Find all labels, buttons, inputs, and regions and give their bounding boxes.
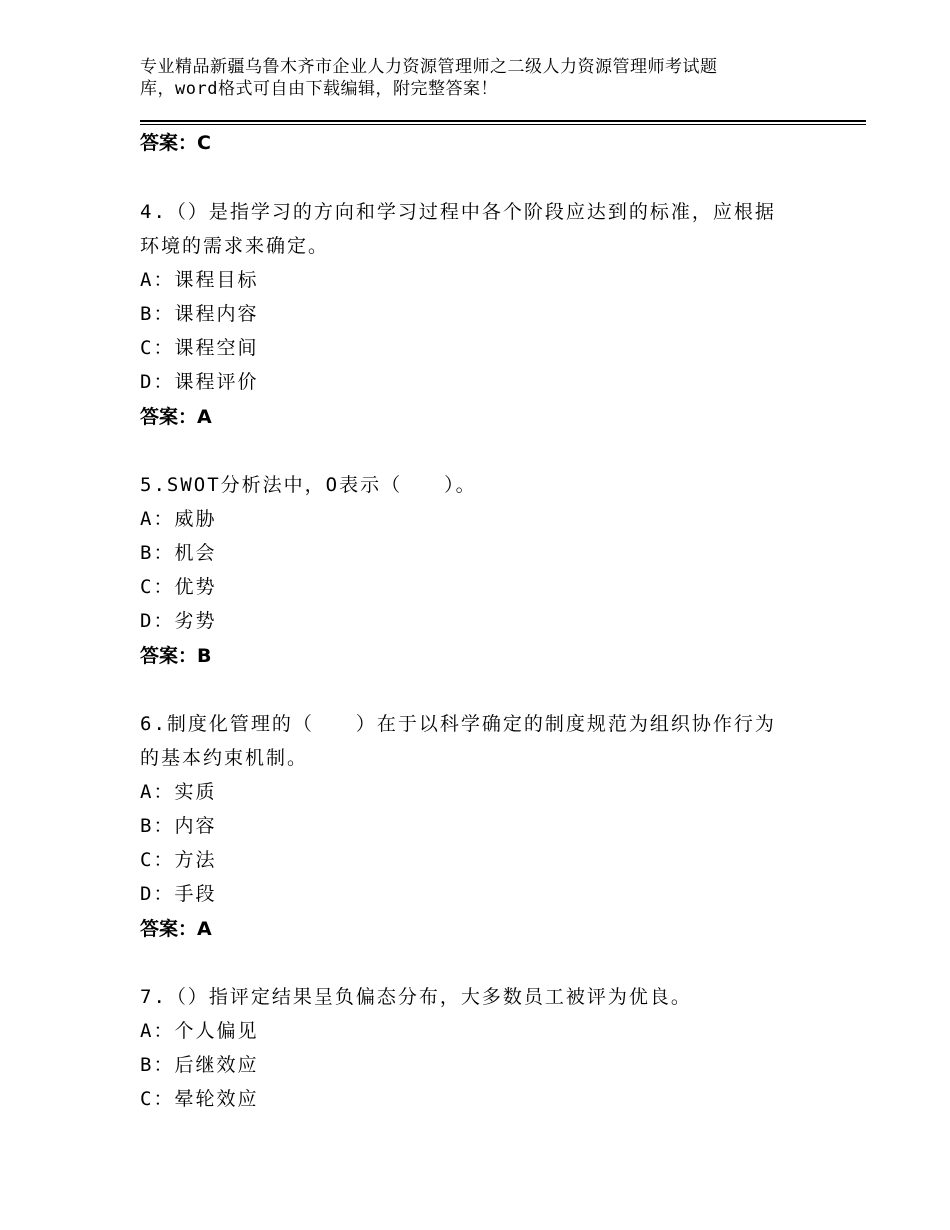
answer-q5: 答案：B [140,645,212,667]
question-6-text-line-1: 6.制度化管理的（ ）在于以科学确定的制度规范为组织协作行为 [140,713,776,735]
question-7-option-b: B：后继效应 [140,1054,259,1076]
question-4-text-line-2: 环境的需求来确定。 [140,235,330,257]
answer-q4: 答案：A [140,406,212,428]
question-5-text-line-1: 5.SWOT分析法中，O表示（ ）。 [140,474,477,496]
question-6-text-line-2: 的基本约束机制。 [140,747,309,769]
question-5-option-b: B：机会 [140,542,217,564]
question-7-text-line-1: 7.（）指评定结果呈负偏态分布，大多数员工被评为优良。 [140,986,692,1008]
question-4-option-c: C：课程空间 [140,337,259,359]
header-line-1: 专业精品新疆乌鲁木齐市企业人力资源管理师之二级人力资源管理师考试题 [140,57,718,77]
question-4-option-b: B：课程内容 [140,303,259,325]
question-7-option-c: C：晕轮效应 [140,1088,259,1110]
question-5-option-a: A：威胁 [140,508,217,530]
question-6-option-d: D：手段 [140,883,217,905]
question-5-option-c: C：优势 [140,576,217,598]
question-4-option-d: D：课程评价 [140,371,259,393]
question-4-text-line-1: 4.（）是指学习的方向和学习过程中各个阶段应达到的标准，应根据 [140,201,776,223]
header-rule-thin [140,124,866,125]
header-line-2: 库，word格式可自由下载编辑，附完整答案！ [140,79,498,99]
question-6-option-c: C：方法 [140,849,217,871]
question-6-option-a: A：实质 [140,781,217,803]
question-6-option-b: B：内容 [140,815,217,837]
answer-q6: 答案：A [140,918,212,940]
question-5-option-d: D：劣势 [140,610,217,632]
answer-q3: 答案：C [140,132,211,154]
question-4-option-a: A：课程目标 [140,269,259,291]
document-header [140,56,840,100]
question-7-option-a: A：个人偏见 [140,1020,259,1042]
header-rule-thick [140,120,866,122]
